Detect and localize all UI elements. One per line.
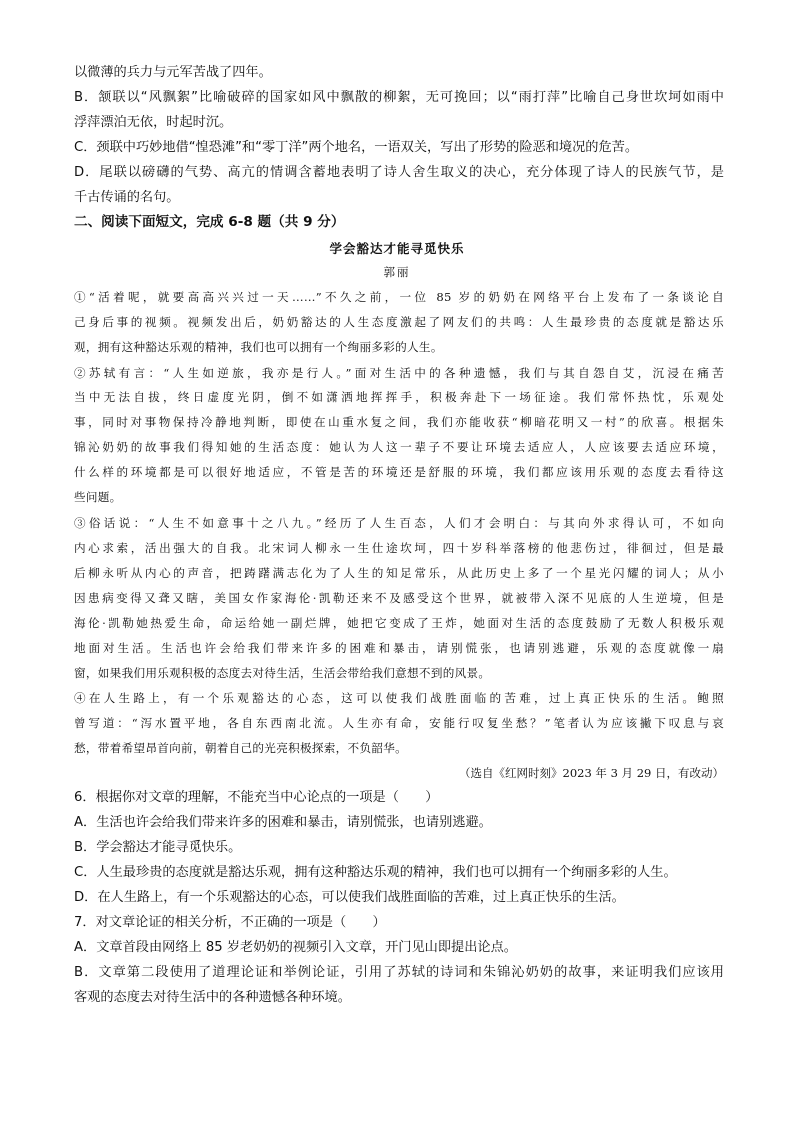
question-6-option-d: D．在人生路上，有一个乐观豁达的心态，可以使我们战胜面临的苦难，过上真正快乐的生活。 [74, 890, 625, 905]
option-a-continuation: 以微薄的兵力与元军苦战了四年。 [74, 65, 272, 80]
article-author: 郭丽 [383, 265, 411, 279]
paragraph-3-line-2: 内心求索，活出强大的自我。北宋词人柳永一生仕途坎坷，四十岁科举落榜的他悲伤过，徘徊过，但是最 [74, 541, 724, 555]
option-b-line-1: B．颔联以“风飘絮”比喻破碎的国家如风中飘散的柳絮，无可挽回；以“雨打萍”比喻自己身世坎坷如雨中 [74, 90, 724, 105]
paragraph-3-line-1: ③俗话说：“人生不如意事十之八九。”经历了人生百态，人们才会明白：与其向外求得认可，不如向 [74, 516, 724, 530]
question-7-option-a: A．文章首段由网络上 85 岁老奶奶的视频引入文章，开门见山即提出论点。 [74, 940, 517, 955]
paragraph-2-line-3: 事，同时对事物保持冷静地判断，即使在山重水复之间，我们亦能收获“柳暗花明又一村”的欣喜。根据朱 [74, 415, 724, 429]
paragraph-2-line-6: 些问题。 [74, 490, 122, 504]
option-d-line-2: 千古传诵的名句。 [74, 190, 180, 205]
paragraph-1-line-1: ①“活着呢，就要高高兴兴过一天……”不久之前，一位 85 岁的奶奶在网络平台上发布了一条谈论自 [74, 290, 724, 304]
paragraph-4-line-3: 愁，带着希望昂首向前，朝着自己的光亮积极探索，不负韶华。 [74, 741, 408, 755]
question-6-option-b: B．学会豁达才能寻觅快乐。 [74, 840, 242, 855]
paragraph-2-line-5: 什么样的环境都是可以很好地适应，不管是苦的环境还是舒服的环境，我们都应该用乐观的态度去看待这 [74, 465, 724, 479]
option-c: C．颈联中巧妙地借“惶恐滩”和“零丁洋”两个地名，一语双关，写出了形势的险恶和境况的危苦。 [74, 140, 639, 155]
question-6-option-a: A．生活也许会给我们带来许多的困难和暴击，请别慌张，也请别逃避。 [74, 815, 492, 830]
paragraph-1-line-2: 己身后事的视频。视频发出后，奶奶豁达的人生态度激起了网友们的共鸣：人生最珍贵的态度就是豁达乐 [74, 315, 724, 329]
paragraph-4-line-2: 曾写道：“泻水置平地，各自东西南北流。人生亦有命，安能行叹复坐愁？”笔者认为应该撇下叹息与哀 [74, 716, 724, 730]
paragraph-4-line-1: ④在人生路上，有一个乐观豁达的心态，这可以使我们战胜面临的苦难，过上真正快乐的生活。鲍照 [74, 691, 724, 705]
question-6-option-c: C．人生最珍贵的态度就是豁达乐观，拥有这种豁达乐观的精神，我们也可以拥有一个绚丽多彩的人生。 [74, 865, 677, 880]
paragraph-1-line-3: 观，拥有这种豁达乐观的精神，我们也可以拥有一个绚丽多彩的人生。 [74, 340, 443, 354]
paragraph-3-line-3: 后柳永听从内心的声音，把踌躇满志化为了人生的知足常乐，从此历史上多了一个星光闪耀的词人；从小 [74, 566, 724, 580]
paragraph-2-line-4: 锦沁奶奶的故事我们得知她的生活态度：她认为人这一辈子不要让环境去适应人，人应该要去适应环境， [74, 440, 724, 454]
article-source: （选自《红网时刻》2023 年 3 月 29 日，有改动） [459, 766, 724, 780]
paragraph-2-line-2: 当中无法自拔，终日虚度光阴，倒不如潇洒地挥挥手，积极奔赴下一场征途。我们常怀热忱，乐观处 [74, 390, 724, 404]
option-d-line-1: D．尾联以磅礴的气势、高亢的情调含蓄地表明了诗人舍生取义的决心，充分体现了诗人的民族气节，是 [74, 165, 724, 180]
article-title: 学会豁达才能寻觅快乐 [329, 241, 465, 256]
question-6-stem: 6．根据你对文章的理解，不能充当中心论点的一项是（ ） [74, 790, 439, 805]
paragraph-3-line-5: 海伦·凯勒她热爱生命，命运给她一副烂牌，她把它变成了王炸，她面对生活的态度鼓励了无数人积极乐观 [74, 616, 724, 630]
option-b-line-2: 浮萍漂泊无依，时起时沉。 [74, 115, 233, 130]
section-heading: 二、阅读下面短文，完成 6-8 题（共 9 分） [74, 214, 345, 230]
paragraph-3-line-4: 因患病变得又聋又瞎，美国女作家海伦·凯勒还来不及感受这个世界，就被带入深不见底的人生逆境，但是 [74, 591, 724, 605]
paragraph-3-line-6: 地面对生活。生活也许会给我们带来许多的困难和暴击，请别慌张，也请别逃避，乐观的态度就像一扇 [74, 641, 724, 655]
question-7-option-b-line-1: B．文章第二段使用了道理论证和举例论证，引用了苏轼的诗词和朱锦沁奶奶的故事，来证明我们应该用 [74, 965, 724, 980]
paragraph-2-line-1: ②苏轼有言：“人生如逆旅，我亦是行人。”面对生活中的各种遗憾，我们与其自怨自艾，沉浸在痛苦 [74, 366, 724, 380]
question-7-option-b-line-2: 客观的态度去对待生活中的各种遗憾各种环境。 [74, 990, 351, 1005]
question-7-stem: 7．对文章论证的相关分析，不正确的一项是（ ） [74, 915, 386, 930]
paragraph-3-line-7: 窗，如果我们用乐观积极的态度去对待生活，生活会带给我们意想不到的风景。 [74, 666, 491, 680]
